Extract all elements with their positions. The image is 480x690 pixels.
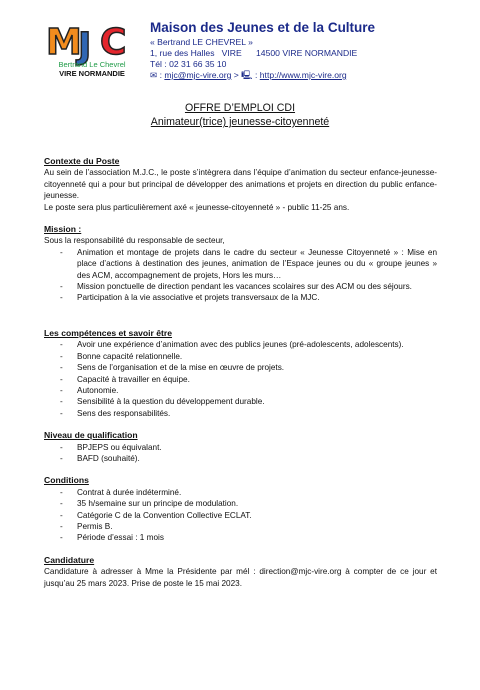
conditions-heading: Conditions <box>44 475 89 486</box>
email-link[interactable]: mjc@mjc-vire.org <box>164 70 232 80</box>
content <box>44 156 437 600</box>
page-title: OFFRE D’EMPLOI CDI <box>184 102 296 114</box>
list-item: - 35 h/semaine sur un principe de modulation. <box>44 498 437 509</box>
niveau-list <box>44 442 437 465</box>
list-item: - Autonomie. <box>44 385 437 396</box>
list-item: - Avoir une expérience d’animation avec des publics jeunes (pré-adolescents, adolescents). <box>44 339 437 350</box>
logo-letter-m: M <box>46 22 82 63</box>
contexte-heading: Contexte du Poste <box>44 156 120 166</box>
section-conditions <box>44 475 437 543</box>
logo-letter-j: J <box>78 26 92 67</box>
list-item: - Contrat à durée indéterminé. <box>44 487 437 498</box>
org-header <box>150 20 470 81</box>
list-item: - Période d’essai : 1 mois <box>44 532 437 543</box>
page-subtitle: Animateur(trice) jeunesse-citoyenneté <box>150 116 330 128</box>
candidature-heading: Candidature <box>44 554 95 565</box>
website-link[interactable]: http://www.mjc-vire.org <box>259 70 347 80</box>
mjc-logo <box>44 18 140 80</box>
contexte-p1: Au sein de l’association M.J.C., le poste s’intègrera dans l’équipe d’animation du secteur enfance-jeunesse-citoyenneté qui a pour but principal de développer des animations et projets en direction du public enfance-jeunesse. <box>44 168 437 201</box>
org-name: Maison des Jeunes et de la Culture <box>150 20 376 35</box>
list-item: - Sens de l’organisation et de la mise en œuvre de projets. <box>44 362 437 373</box>
titles <box>0 101 480 129</box>
list-item: - Catégorie C de la Convention Collective ECLAT. <box>44 510 437 521</box>
list-item: - Bonne capacité relationnelle. <box>44 351 437 362</box>
mission-list <box>44 247 437 304</box>
org-address: 1, rue des Halles VIRE 14500 VIRE NORMANDIE <box>150 48 358 58</box>
mission-heading: Mission : <box>44 224 82 235</box>
list-item: - Capacité à travailler en équipe. <box>44 374 437 385</box>
email-prefix: ✉ : <box>150 70 165 80</box>
niveau-heading: Niveau de qualification <box>44 430 138 441</box>
list-item: - Animation et montage de projets dans le cadre du secteur « Jeunesse Citoyenneté » : Mise en place d’actions à destination des jeunes, animation de l’Espace jeunes ou du « groupe jeunes » des ACM, accompagnement de projets, Hors les murs… <box>44 247 437 281</box>
section-competences <box>44 328 437 419</box>
org-contact-line <box>150 70 470 81</box>
list-item: - Sens des responsabilités. <box>44 408 437 419</box>
section-contexte <box>44 156 437 213</box>
list-item: - BAFD (souhaité). <box>44 453 437 464</box>
section-niveau <box>44 430 437 464</box>
list-item: - Participation à la vie associative et projets transversaux de la MJC. <box>44 292 437 303</box>
candidature-text: Candidature à adresser à Mme la Présidente par mél : direction@mjc-vire.org à compter de ce jour et jusqu’au 25 mars 2023. Prise de poste le 15 mai 2023. <box>44 567 437 588</box>
org-phone: Tél : 02 31 66 35 10 <box>150 59 227 69</box>
list-item: - Permis B. <box>44 521 437 532</box>
list-item: - BPJEPS ou équivalant. <box>44 442 437 453</box>
list-item: - Sensibilité à la question du développement durable. <box>44 396 437 407</box>
logo-sub1: Bertrand Le Chevrel <box>58 60 126 69</box>
section-mission <box>44 224 437 304</box>
section-candidature <box>44 555 437 589</box>
org-line1: « Bertrand LE CHEVREL » <box>150 37 253 47</box>
logo-letter-c: C <box>100 22 127 63</box>
contexte-p2: Le poste sera plus particulièrement axé « jeunesse-citoyenneté » - public 11-25 ans. <box>44 202 350 212</box>
logo-sub2: VIRE NORMANDIE <box>59 69 125 78</box>
list-item: - Mission ponctuelle de direction pendant les vacances scolaires sur des ACM ou des séjours. <box>44 281 437 292</box>
competences-list <box>44 339 437 419</box>
mission-intro: Sous la responsabilité du responsable de secteur, <box>44 236 225 246</box>
competences-heading: Les compétences et savoir être <box>44 327 173 338</box>
web-prefix: > 🖳 : <box>231 70 260 80</box>
conditions-list <box>44 487 437 544</box>
mjc-logo-graphic <box>44 18 140 80</box>
